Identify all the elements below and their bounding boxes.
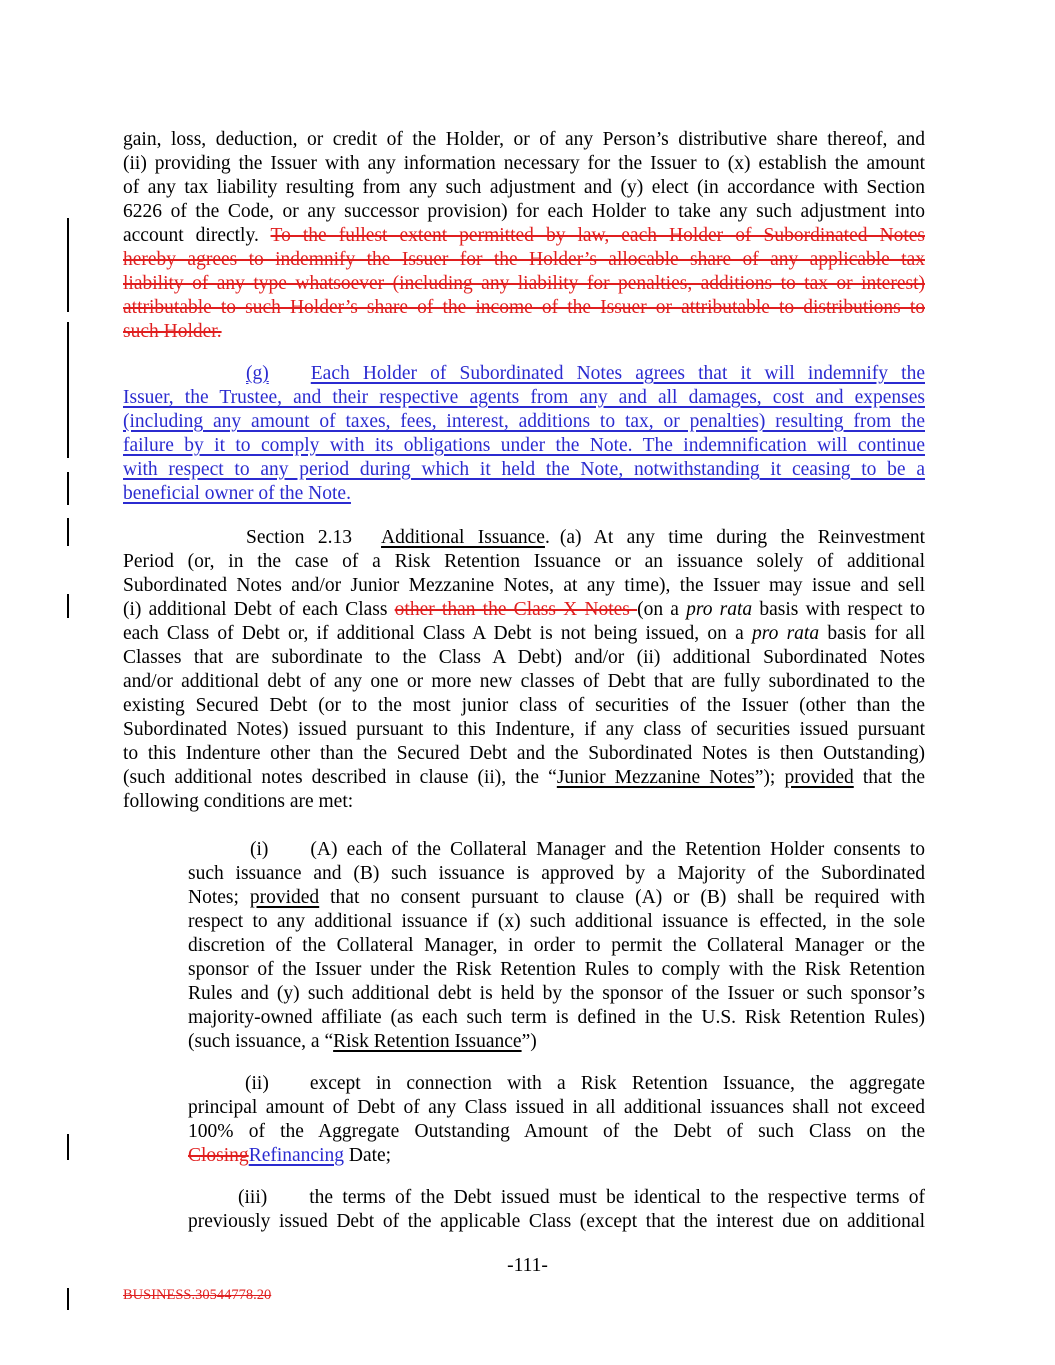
text-segment: ”)	[521, 1031, 537, 1052]
tab-gap	[550, 542, 560, 543]
text-segment: Subordinated Notes) issued pursuant to this Indenture, if any class of securities issued pursuant	[123, 719, 925, 740]
tab-gap	[188, 854, 250, 855]
text-segment: to this Indenture other than the Secured Debt and the Subordinated Notes is then Outstanding)	[123, 743, 925, 764]
tab-gap	[352, 542, 381, 543]
text-line	[188, 1096, 925, 1120]
text-segment: basis for all	[819, 623, 925, 644]
text-segment: Notes;	[188, 887, 250, 908]
text-line	[188, 862, 925, 886]
text-segment: Subordinated Notes and/or Junior Mezzanine Notes, at any time), the Issuer may issue and sell	[123, 575, 925, 596]
paragraph-g-inserted-indemnity	[123, 362, 925, 506]
deleted-text: Closing	[188, 1145, 249, 1166]
text-segment: the terms of the Debt issued must be identical to the respective terms of	[309, 1187, 925, 1208]
text-line	[123, 248, 925, 272]
text-line	[188, 1072, 925, 1096]
underlined-term: Additional Issuance	[381, 527, 545, 548]
text-segment: such issuance and (B) such issuance is approved by a Majority of the Subordinated	[188, 863, 925, 884]
text-segment: (A) each of the Collateral Manager and the Retention Holder consents to	[310, 839, 925, 860]
underlined-term: provided	[784, 767, 854, 788]
text-segment: each Class of Debt or, if additional Class A Debt is not being issued, on a	[123, 623, 752, 644]
inserted-text: Refinancing	[248, 1145, 344, 1166]
text-line	[123, 694, 925, 718]
text-segment: (such issuance, a “	[188, 1031, 334, 1052]
item-iii-identical-terms	[188, 1186, 925, 1234]
text-segment: (ii)	[245, 1073, 269, 1094]
text-segment: basis with respect to	[752, 599, 925, 620]
revision-change-bar	[67, 1134, 69, 1160]
text-segment: previously issued Debt of the applicable Class (except that the interest due on additional	[188, 1211, 925, 1232]
text-segment: (such additional notes described in clause (ii), the “	[123, 767, 557, 788]
text-line	[123, 766, 925, 790]
text-line	[123, 386, 925, 410]
text-segment: that no consent pursuant to clause (A) or (B) shall be required with	[319, 887, 925, 908]
text-segment: ”);	[754, 767, 785, 788]
document-content	[123, 128, 925, 1234]
text-segment: principal amount of Debt of any Class issued in all additional issuances shall not exceed	[188, 1097, 925, 1118]
text-line	[188, 1030, 925, 1054]
text-line	[188, 1210, 925, 1234]
revision-change-bar	[67, 218, 69, 312]
text-line	[123, 742, 925, 766]
text-segment: (iii)	[238, 1187, 268, 1208]
text-line	[123, 128, 925, 152]
text-segment: Section 2.13	[246, 527, 353, 548]
text-segment: (ii) providing the Issuer with any information necessary for the Issuer to (x) establish the amount	[123, 153, 925, 174]
text-segment: and/or additional debt of any one or more new classes of Debt that are fully subordinated to the	[123, 671, 925, 692]
text-line	[188, 1006, 925, 1030]
text-line	[188, 1144, 925, 1168]
deleted-text: hereby agrees to indemnify the Issuer for the Holder’s allocable share of any applicable tax	[123, 249, 925, 270]
item-ii-aggregate-principal	[188, 1072, 925, 1168]
text-line	[123, 550, 925, 574]
tab-gap	[268, 854, 310, 855]
text-segment: following conditions are met:	[123, 791, 354, 812]
text-segment: that the	[853, 767, 925, 788]
text-line	[123, 718, 925, 742]
text-line	[123, 598, 925, 622]
text-line	[123, 176, 925, 200]
text-segment: except in connection with a Risk Retention Issuance, the aggregate	[309, 1073, 925, 1094]
inserted-text: failure by it to comply with its obligations under the Note. The indemnification will continue	[123, 435, 925, 456]
text-line	[123, 434, 925, 458]
inserted-text: Each Holder of Subordinated Notes agrees that it will indemnify the	[310, 363, 925, 384]
text-segment: (on a	[637, 599, 687, 620]
text-line	[188, 934, 925, 958]
revision-change-bar	[67, 518, 69, 546]
tab-gap	[123, 542, 246, 543]
text-segment: gain, loss, deduction, or credit of the Holder, or of any Person’s distributive share thereof, and	[123, 129, 925, 150]
text-line	[123, 152, 925, 176]
text-segment: sponsor of the Issuer under the Risk Retention Rules to comply with the Risk Retention	[188, 959, 925, 980]
text-line	[123, 362, 925, 386]
underlined-term: Junior Mezzanine Notes	[556, 767, 755, 788]
text-line	[188, 910, 925, 934]
text-segment: existing Secured Debt (or to the most junior class of securities of the Issuer (other than the	[123, 695, 925, 716]
revision-change-bar	[67, 1288, 69, 1310]
text-line	[123, 410, 925, 434]
text-line	[123, 320, 925, 344]
text-segment: majority-owned affiliate (as each such term is defined in the U.S. Risk Retention Rules)	[188, 1007, 925, 1028]
tab-gap	[269, 378, 311, 379]
text-line	[123, 296, 925, 320]
text-segment: Classes that are subordinate to the Class A Debt) and/or (ii) additional Subordinated Notes	[123, 647, 925, 668]
page-number: -111-	[507, 1255, 548, 1276]
tab-gap	[269, 1088, 310, 1089]
tab-gap	[188, 1202, 238, 1203]
inserted-text: (including any amount of taxes, fees, interest, additions to tax, or penalties) resulting from the	[123, 411, 925, 432]
text-line	[188, 1186, 925, 1210]
tab-gap	[267, 1202, 309, 1203]
revision-change-bar	[67, 472, 69, 505]
text-line	[188, 958, 925, 982]
paragraph-section-2-13-additional-issuance	[123, 526, 925, 814]
text-line	[123, 526, 925, 550]
text-segment: Rules and (y) such additional debt is held by the sponsor of the Issuer or such sponsor’s	[188, 983, 925, 1004]
revision-change-bar	[67, 594, 69, 618]
text-line	[123, 790, 925, 814]
text-segment: respect to any additional issuance if (x) such additional issuance is effected, in the sole	[188, 911, 925, 932]
text-segment: (a) At any time during the Reinvestment	[559, 527, 925, 548]
inserted-text: beneficial owner of the Note.	[123, 483, 351, 504]
deleted-text: attributable to such Holder’s share of the income of the Issuer or attributable to distributions to	[123, 297, 925, 318]
text-segment: .	[544, 527, 550, 548]
deleted-text: such Holder.	[123, 321, 222, 342]
text-segment: account directly.	[123, 225, 271, 246]
underlined-term: Risk Retention Issuance	[333, 1031, 522, 1052]
underlined-term: provided	[249, 887, 320, 908]
text-line	[188, 982, 925, 1006]
text-line	[123, 482, 925, 506]
text-line	[188, 838, 925, 862]
text-line	[123, 272, 925, 296]
italic-term: pro rata	[686, 599, 753, 620]
footer-doc-id: BUSINESS.30544778.20	[123, 1287, 272, 1303]
deleted-text: liability of any type whatsoever (including any liability for penalties, additions to tax or interest)	[123, 273, 925, 294]
text-segment: (i) additional Debt of each Class	[123, 599, 395, 620]
inserted-text: with respect to any period during which it held the Note, notwithstanding it ceasing to be a	[123, 459, 925, 480]
text-line	[123, 646, 925, 670]
tab-gap	[188, 1088, 245, 1089]
text-line	[123, 200, 925, 224]
deleted-text: To the fullest extent permitted by law, each Holder of Subordinated Notes	[270, 225, 925, 246]
italic-term: pro rata	[752, 623, 820, 644]
text-line	[123, 224, 925, 248]
text-segment: Period (or, in the case of a Risk Retention Issuance or an issuance solely of additional	[123, 551, 925, 572]
text-segment: (i)	[250, 839, 269, 860]
text-line	[123, 622, 925, 646]
text-line	[123, 574, 925, 598]
paragraph-tax-adjustment	[123, 128, 925, 344]
text-line	[123, 458, 925, 482]
text-segment: discretion of the Collateral Manager, in order to permit the Collateral Manager or the	[188, 935, 925, 956]
text-segment: Date;	[344, 1145, 392, 1166]
inserted-paragraph-label: (g)	[246, 363, 269, 384]
text-line	[188, 886, 925, 910]
inserted-text: Issuer, the Trustee, and their respective agents from any and all damages, cost and expenses	[123, 387, 925, 408]
tab-gap	[123, 378, 246, 379]
text-segment: of any tax liability resulting from any such adjustment and (y) elect (in accordance with Section	[123, 177, 925, 198]
text-line	[188, 1120, 925, 1144]
item-i-consents	[188, 838, 925, 1054]
deleted-text: other than the Class X Notes	[394, 599, 638, 620]
text-line	[123, 670, 925, 694]
text-segment: 6226 of the Code, or any successor provision) for each Holder to take any such adjustment into	[123, 201, 925, 222]
text-segment: 100% of the Aggregate Outstanding Amount of the Debt of such Class on the	[188, 1121, 925, 1142]
revision-change-bar	[67, 322, 69, 458]
